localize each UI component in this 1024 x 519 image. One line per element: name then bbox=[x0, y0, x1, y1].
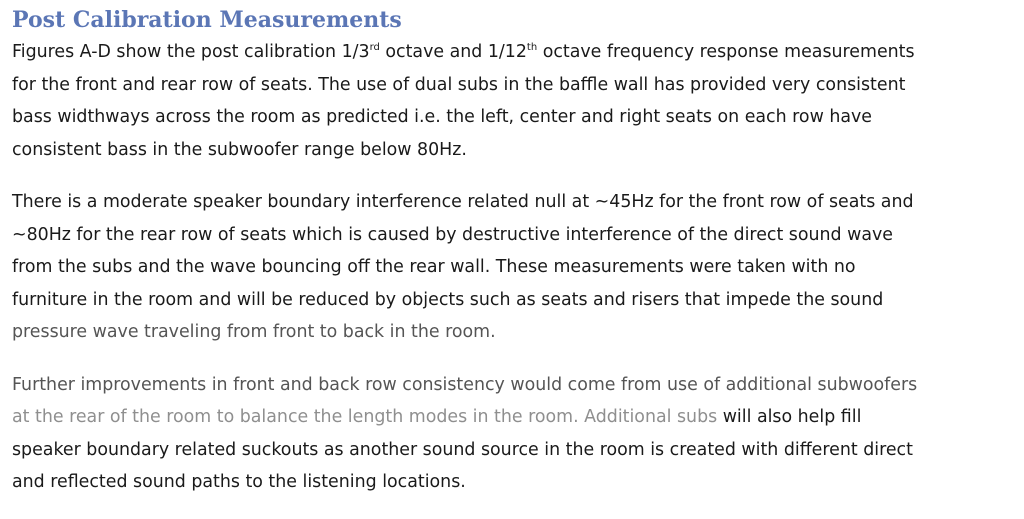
paragraph-2-line-1: There is a moderate speaker boundary interference related null at ~45Hz for the front row of seats and bbox=[12, 192, 914, 212]
text-run: Figures A-D show the post calibration 1/3 bbox=[12, 42, 370, 62]
text-run: octave and 1/12 bbox=[379, 42, 527, 62]
paragraph-2-line-5: pressure wave traveling from front to back in the room. bbox=[12, 322, 496, 342]
text-run: will also help fill bbox=[717, 407, 862, 427]
paragraph-2-line-3: from the subs and the wave bouncing off the rear wall. These measurements were taken with no bbox=[12, 257, 856, 277]
paragraph-1-line-4: consistent bass in the subwoofer range below 80Hz. bbox=[12, 139, 467, 160]
paragraph-1-line-2: for the front and rear row of seats. The use of dual subs in the baffle wall has provided very consistent bbox=[12, 74, 906, 95]
paragraph-1-line-1 bbox=[12, 36, 1012, 69]
superscript: th bbox=[526, 42, 538, 53]
superscript: rd bbox=[369, 42, 380, 53]
paragraph-2-line-2: ~80Hz for the rear row of seats which is caused by destructive interference of the direct sound wave bbox=[12, 224, 893, 245]
section-heading: Post Calibration Measurements bbox=[12, 7, 402, 33]
paragraph-3-line-1: Further improvements in front and back row consistency would come from use of additional subwoofers bbox=[12, 374, 918, 395]
document-page bbox=[12, 4, 1012, 519]
paragraph-1-line-3: bass widthways across the room as predicted i.e. the left, center and right seats on each row have bbox=[12, 107, 872, 127]
text-run-faded: at the rear of the room to balance the length modes in the room. Additional subs bbox=[12, 407, 718, 427]
paragraph-2 bbox=[12, 186, 1012, 349]
paragraph-3 bbox=[12, 369, 1012, 499]
paragraph-3-line-2 bbox=[12, 401, 1012, 434]
paragraph-1 bbox=[12, 36, 1012, 166]
paragraph-3-line-4: and reflected sound paths to the listening locations. bbox=[12, 472, 466, 492]
paragraph-2-line-4: furniture in the room and will be reduced by objects such as seats and risers that impede the sound bbox=[12, 289, 884, 310]
paragraph-3-line-3: speaker boundary related suckouts as another sound source in the room is created with different direct bbox=[12, 439, 913, 460]
text-run: octave frequency response measurements bbox=[537, 42, 915, 62]
